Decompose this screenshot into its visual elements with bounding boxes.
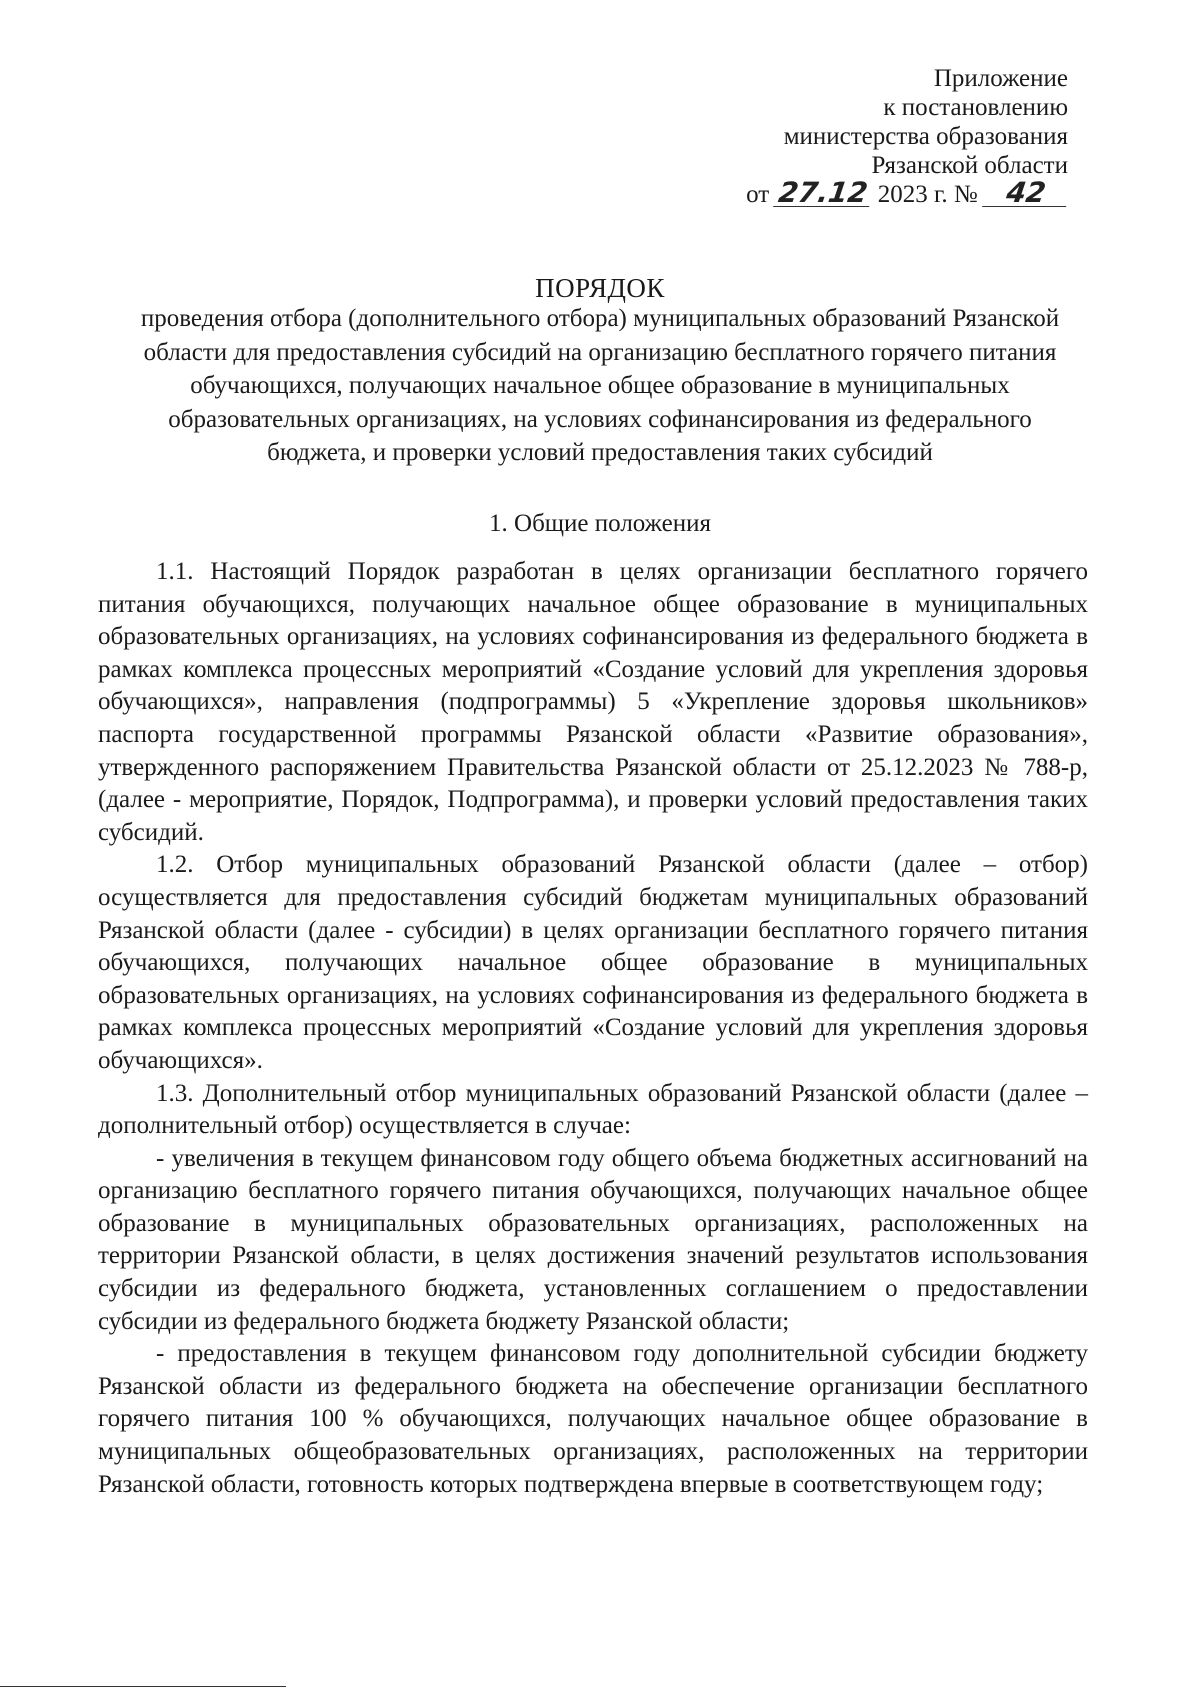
document-title: ПОРЯДОК	[535, 273, 665, 303]
footer-divider	[0, 1686, 286, 1687]
appendix-line: Рязанской области	[871, 152, 1068, 179]
appendix-line: министерства образования	[783, 123, 1068, 150]
section-heading: 1. Общие положения	[489, 510, 711, 537]
paragraph-1-3: 1.3. Дополнительный отбор муниципальных образований Рязанской области (далее – дополнительный отбор) осуществляется в случае:	[98, 1079, 1088, 1140]
handwritten-date: 27.12	[774, 180, 874, 207]
handwritten-number: 42	[982, 180, 1070, 207]
decree-date-line	[746, 176, 1068, 209]
list-item: - увеличения в текущем финансовом году общего объема бюджетных ассигнований на организацию бесплатного горячего питания обучающихся, получающих начальное общее образование в муниципальных образовательных организациях, расположенных на территории Рязанской области, в целях достижения значений результатов использования субсидии из федерального бюджета, установленных соглашением о предоставлении субсидии из федерального бюджета бюджету Рязанской области;	[98, 1144, 1088, 1335]
document-body	[98, 556, 1088, 1501]
appendix-line: Приложение	[933, 65, 1068, 92]
document-subtitle: проведения отбора (дополнительного отбора) муниципальных образований Рязанской области для предоставления субсидий на организацию бесплатного горячего питания обучающихся, получающих начальное общее образование в муниципальных образовательных организациях, на условиях софинансирования из федерального бюджета, и проверки условий предоставления таких субсидий	[140, 305, 1060, 466]
decree-year: 2023 г. №	[877, 181, 978, 208]
date-prefix: от	[746, 181, 770, 208]
appendix-block	[746, 64, 1068, 209]
paragraph-1-2: 1.2. Отбор муниципальных образований Рязанской области (далее – отбор) осуществляется для предоставления субсидий бюджетам муниципальных образований Рязанской области (далее - субсидии) в целях организации бесплатного горячего питания обучающихся, получающих начальное общее образование в муниципальных образовательных организациях, на условиях софинансирования из федерального бюджета в рамках комплекса процессных мероприятий «Создание условий для укрепления здоровья обучающихся».	[98, 851, 1088, 1074]
appendix-line: к постановлению	[883, 94, 1068, 121]
paragraph-1-1: 1.1. Настоящий Порядок разработан в целях организации бесплатного горячего питания обучающихся, получающих начальное общее образование в муниципальных образовательных организациях, на условиях софинансирования из федерального бюджета в рамках комплекса процессных мероприятий «Создание условий для укрепления здоровья обучающихся», направления (подпрограммы) 5 «Укрепление здоровья школьников» паспорта государственной программы Рязанской области «Развитие образования», утвержденного распоряжением Правительства Рязанской области от 25.12.2023 № 788-р, (далее - мероприятие, Порядок, Подпрограмма), и проверки условий предоставления таких субсидий.	[98, 558, 1088, 846]
list-item: - предоставления в текущем финансовом году дополнительной субсидии бюджету Рязанской области из федерального бюджета на обеспечение организации бесплатного горячего питания 100 % обучающихся, получающих начальное общее образование в муниципальных общеобразовательных организациях, расположенных на территории Рязанской области, готовность которых подтверждена впервые в соответствующем году;	[98, 1340, 1088, 1498]
